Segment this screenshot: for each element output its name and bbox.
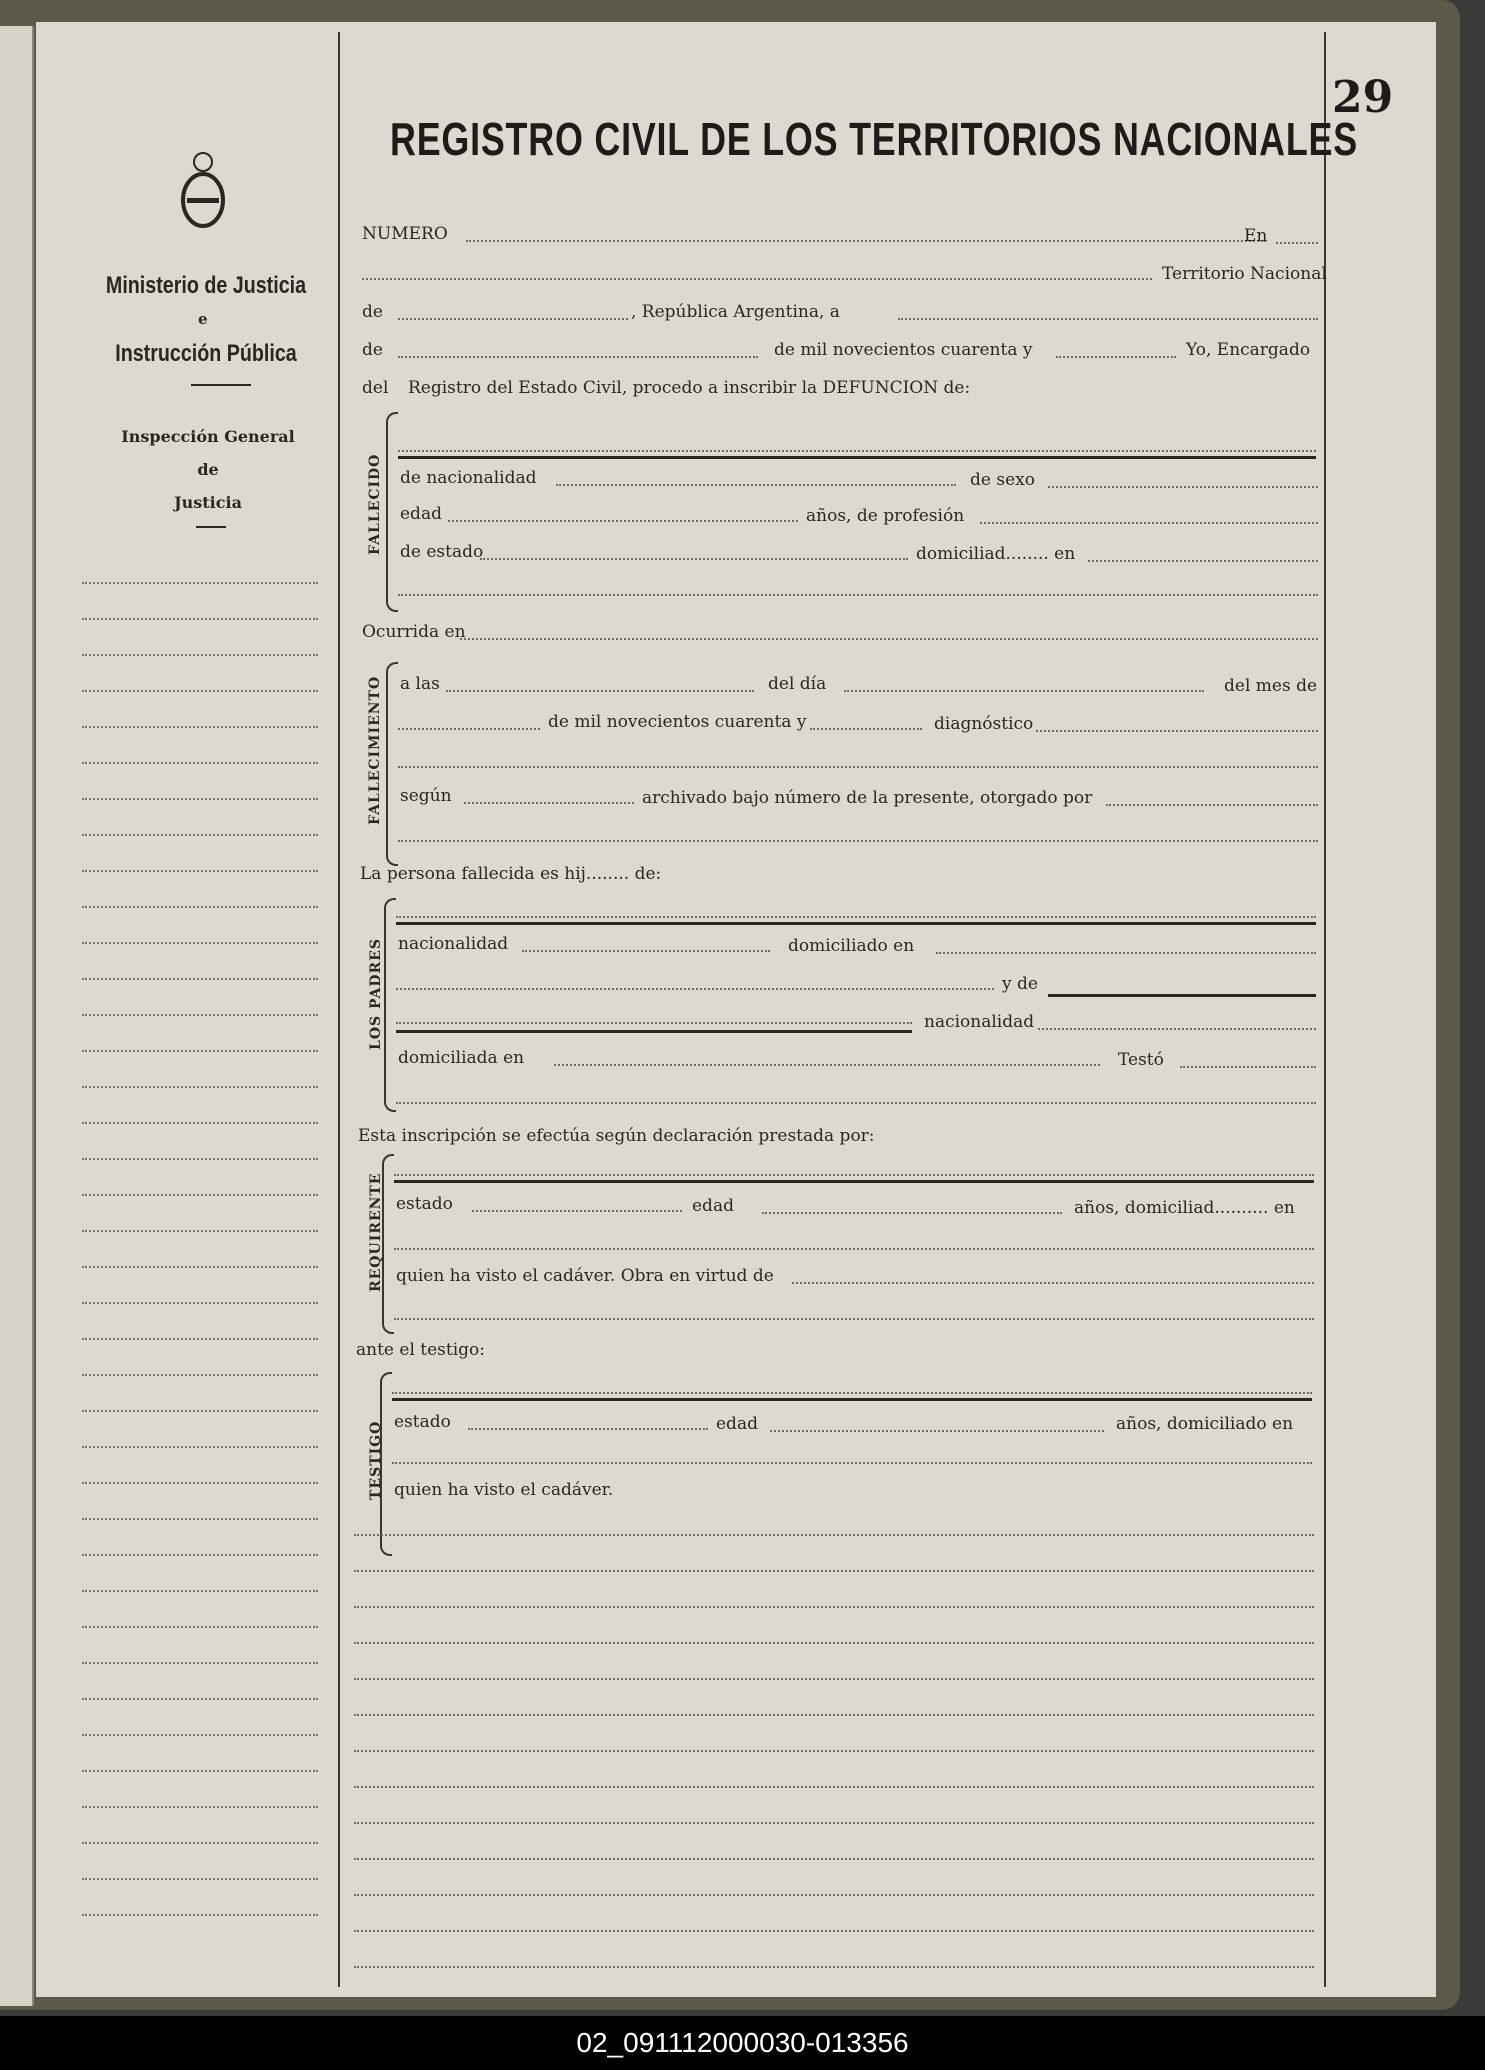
field-ocurrida[interactable] (460, 638, 1318, 640)
blank-line[interactable] (354, 1606, 1314, 1608)
sidebar-line (82, 1698, 318, 1700)
sidebar-divider-tiny (196, 526, 226, 528)
label-testigo-intro: ante el testigo: (356, 1340, 486, 1360)
coat-of-arms-icon (176, 150, 230, 230)
label-del-mes: del mes de (1224, 676, 1318, 696)
label-archivado: archivado bajo número de la presente, otorgado por (642, 788, 1093, 808)
field-virtud-cont[interactable] (394, 1318, 1314, 1320)
rule-fallecido (398, 456, 1316, 459)
field-anio-1[interactable] (1056, 356, 1176, 358)
sidebar-line (82, 1626, 318, 1628)
sidebar-line (82, 1374, 318, 1376)
sidebar-line (82, 726, 318, 728)
sidebar-line (82, 906, 318, 908)
blank-line[interactable] (354, 1642, 1314, 1644)
label-anios-domiciliad-1: años, domiciliad.......... en (1074, 1198, 1295, 1218)
section-label-padres: LOS PADRES (368, 938, 384, 1050)
field-segun[interactable] (464, 802, 634, 804)
field-nombre-fallecido[interactable] (398, 450, 1316, 452)
blank-line[interactable] (354, 1750, 1314, 1752)
label-nacionalidad-3: nacionalidad (924, 1012, 1035, 1032)
label-domiciliado-en: domiciliado en (788, 936, 915, 956)
sidebar-line (82, 618, 318, 620)
label-republica: , República Argentina, a (631, 302, 840, 322)
section-label-fallecido: FALLECIDO (367, 453, 383, 555)
field-profesion[interactable] (980, 522, 1318, 524)
sidebar-line (82, 654, 318, 656)
inspection-line3: Justicia (174, 493, 242, 512)
label-anios-domiciliado-2: años, domiciliado en (1116, 1414, 1294, 1434)
field-anio-2[interactable] (810, 728, 922, 730)
sidebar-line (82, 1446, 318, 1448)
field-estado-testigo[interactable] (468, 1428, 708, 1430)
sidebar-line (82, 1158, 318, 1160)
blank-line[interactable] (354, 1678, 1314, 1680)
sidebar-line (82, 1878, 318, 1880)
rule-padre (396, 922, 1316, 925)
field-hora[interactable] (446, 690, 754, 692)
field-territorio[interactable] (362, 278, 1152, 280)
sidebar-line (82, 1734, 318, 1736)
sidebar-line (82, 1338, 318, 1340)
label-estado-fallecido: de estado (400, 542, 484, 562)
register-page (36, 22, 1436, 1997)
label-yo: Yo, Encargado (1186, 340, 1311, 360)
sidebar-line (82, 1842, 318, 1844)
sidebar-line (82, 1230, 318, 1232)
sidebar-line (82, 1590, 318, 1592)
label-en: En (1244, 226, 1268, 246)
label-edad-2: edad (692, 1196, 734, 1216)
label-territorio: Territorio Nacional (1162, 264, 1327, 284)
field-diagnostico[interactable] (1036, 730, 1318, 732)
rule-testigo (392, 1398, 1312, 1401)
sidebar-line (82, 690, 318, 692)
field-padres-extra[interactable] (396, 1102, 1316, 1104)
field-sexo[interactable] (1048, 486, 1318, 488)
sidebar-line (82, 1266, 318, 1268)
sidebar-line (82, 1662, 318, 1664)
blank-line[interactable] (354, 1570, 1314, 1572)
field-mes-fallecimiento[interactable] (398, 728, 540, 730)
label-domiciliada-en: domiciliada en (398, 1048, 525, 1068)
sidebar-line (82, 1914, 318, 1916)
sidebar-line (82, 1086, 318, 1088)
sidebar-line (82, 834, 318, 836)
blank-line[interactable] (354, 1822, 1314, 1824)
section-label-fallecimiento: FALLECIMIENTO (367, 675, 383, 825)
field-madre-cont[interactable] (396, 1022, 912, 1024)
field-domicilio-requirente[interactable] (394, 1248, 1314, 1250)
blank-line[interactable] (354, 1534, 1314, 1536)
sidebar-line (82, 1770, 318, 1772)
field-de-1[interactable] (398, 318, 628, 320)
label-ocurrida: Ocurrida en (362, 622, 466, 642)
label-mil-2: de mil novecientos cuarenta y (548, 712, 807, 732)
sidebar-divider-short (191, 384, 251, 386)
sidebar-line (82, 1122, 318, 1124)
label-estado-1: estado (396, 1194, 453, 1214)
label-a-las: a las (400, 674, 440, 694)
brace-fallecimiento (386, 662, 398, 866)
label-del: del (362, 378, 389, 398)
inspection-line2: de (197, 460, 219, 479)
page-title: REGISTRO CIVIL DE LOS TERRITORIOS NACIONALES (390, 113, 1358, 165)
page-number: 29 (1332, 72, 1394, 123)
field-testigo[interactable] (392, 1392, 1312, 1394)
sidebar-line (82, 1482, 318, 1484)
field-edad-requirente[interactable] (762, 1212, 1062, 1214)
sidebar-line (82, 1518, 318, 1520)
image-id-footer: 02_091112000030-013356 (0, 2016, 1485, 2070)
label-anios-profesion: años, de profesión (806, 506, 965, 526)
label-de-1: de (362, 302, 383, 322)
sidebar-divider (338, 32, 340, 1987)
ministry-line1: Ministerio de Justicia (105, 272, 307, 299)
label-segun: según (400, 786, 452, 806)
sidebar-line (82, 1050, 318, 1052)
label-diagnostico: diagnóstico (934, 714, 1034, 734)
label-domiciliad-1: domiciliad........ en (916, 544, 1076, 564)
rule-requirente (394, 1180, 1314, 1183)
sidebar-line (82, 942, 318, 944)
label-testo: Testó (1118, 1050, 1164, 1070)
label-quien-2: quien ha visto el cadáver. (394, 1480, 614, 1500)
label-edad-3: edad (716, 1414, 758, 1434)
label-nacionalidad-1: de nacionalidad (400, 468, 537, 488)
field-fecha[interactable] (898, 318, 1318, 320)
label-edad-1: edad (400, 504, 442, 524)
field-edad-testigo[interactable] (770, 1430, 1104, 1432)
sidebar-line (82, 582, 318, 584)
ministry-line2: Instrucción Pública (115, 340, 297, 367)
field-nacionalidad-1[interactable] (556, 484, 956, 486)
label-numero: NUMERO (362, 224, 448, 244)
field-domicilio-cont[interactable] (398, 594, 1318, 596)
field-numero[interactable] (466, 240, 1266, 242)
label-del-dia: del día (768, 674, 827, 694)
blank-line[interactable] (354, 1894, 1314, 1896)
sidebar-line (82, 798, 318, 800)
right-margin-rule (1324, 32, 1326, 1987)
sidebar-line (82, 1554, 318, 1556)
field-otorgado-cont[interactable] (398, 840, 1318, 842)
blank-line[interactable] (354, 1966, 1314, 1968)
field-mes[interactable] (398, 356, 758, 358)
field-otorgado[interactable] (1106, 804, 1318, 806)
ministry-conjunction: e (198, 310, 208, 328)
previous-page-edge (0, 26, 34, 2006)
section-label-testigo: TESTIGO (368, 1420, 384, 1500)
field-madre[interactable] (1048, 994, 1316, 997)
field-en[interactable] (1276, 242, 1318, 244)
label-sexo: de sexo (970, 470, 1035, 490)
label-registro: Registro del Estado Civil, procedo a inscribir la DEFUNCION de: (408, 378, 971, 398)
field-domicilio-padre[interactable] (936, 952, 1316, 954)
field-padre[interactable] (396, 916, 1316, 918)
field-domicilio-padre-cont[interactable] (396, 988, 994, 990)
section-label-requirente: REQUIRENTE (368, 1172, 384, 1292)
brace-fallecido (386, 412, 398, 612)
field-virtud[interactable] (792, 1282, 1314, 1284)
brace-padres (384, 898, 396, 1112)
field-dia[interactable] (844, 690, 1204, 692)
blank-line[interactable] (354, 1786, 1314, 1788)
label-persona: La persona fallecida es hij........ de: (360, 864, 662, 884)
field-estado-requirente[interactable] (472, 1210, 682, 1212)
label-quien-1: quien ha visto el cadáver. Obra en virtud de (396, 1266, 774, 1286)
blank-line[interactable] (354, 1714, 1314, 1716)
sidebar-line (82, 1302, 318, 1304)
inspection-line1: Inspección General (121, 427, 295, 446)
label-nacionalidad-2: nacionalidad (398, 934, 509, 954)
field-testo[interactable] (1180, 1066, 1316, 1068)
sidebar-line (82, 1194, 318, 1196)
label-y-de: y de (1002, 974, 1038, 994)
sidebar-line (82, 1410, 318, 1412)
rule-madre (396, 1030, 912, 1033)
sidebar-line (82, 870, 318, 872)
field-nacionalidad-madre[interactable] (1038, 1028, 1316, 1030)
field-domicilio-fallecido[interactable] (1088, 560, 1318, 562)
sidebar-line (82, 1806, 318, 1808)
field-diagnostico-cont[interactable] (398, 766, 1318, 768)
sidebar-line (82, 1014, 318, 1016)
field-edad-1[interactable] (448, 520, 798, 522)
label-estado-2: estado (394, 1412, 451, 1432)
field-requirente[interactable] (394, 1174, 1314, 1176)
field-estado-fallecido[interactable] (480, 558, 908, 560)
label-de-2: de (362, 340, 383, 360)
blank-line[interactable] (354, 1858, 1314, 1860)
label-mil-1: de mil novecientos cuarenta y (774, 340, 1033, 360)
blank-line[interactable] (354, 1930, 1314, 1932)
field-nacionalidad-padre[interactable] (522, 950, 770, 952)
field-domicilio-madre[interactable] (554, 1064, 1100, 1066)
sidebar-line (82, 762, 318, 764)
label-inscripcion: Esta inscripción se efectúa según declaración prestada por: (358, 1126, 875, 1146)
field-domicilio-testigo[interactable] (392, 1462, 1312, 1464)
sidebar-line (82, 978, 318, 980)
